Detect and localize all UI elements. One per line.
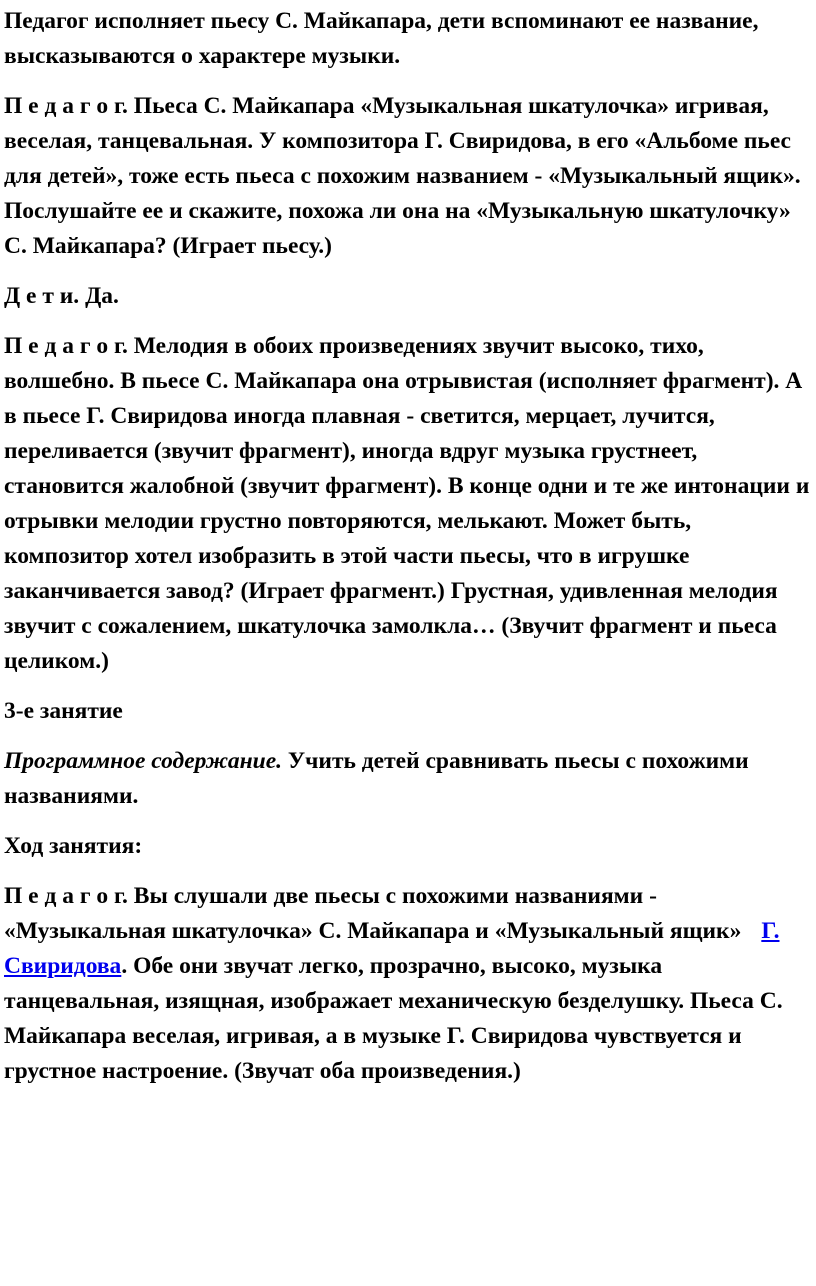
paragraph-teacher-2-text: Мелодия в обоих произведениях звучит высоко, тихо, волшебно. В пьесе С. Майкапара она отрывистая (исполняет фрагмент). А в пьесе Г. Свиридова иногда плавная - светится, мерцает, лучится, переливается (звучит фрагмент), иногда вдруг музыка грустнеет, становится жалобной (звучит фрагмент). В конце одни и те же интонации и отрывки мелодии грустно повторяются, мелькают. Может быть, композитор хотел изобразить в этой части пьесы, что в игрушке заканчивается завод? (Играет фрагмент.) Грустная, удивленная мелодия звучит с сожалением, шкатулочка замолкла… (Звучит фрагмент и пьеса целиком.)	[4, 333, 810, 674]
speaker-teacher: П е д а г о г.	[4, 333, 128, 359]
paragraph-teacher-3	[4, 879, 812, 1089]
composer-link[interactable]: Г. Свиридова	[4, 918, 780, 979]
lesson-heading-text: 3-е занятие	[4, 698, 123, 724]
paragraph-children	[4, 279, 812, 314]
program-content-text: Учить детей сравнивать пьесы с похожими названиями.	[4, 748, 749, 809]
paragraph-children-text: Да.	[79, 283, 119, 309]
program-content-label: Программное содержание.	[4, 748, 283, 774]
paragraph-teacher-2	[4, 329, 812, 679]
paragraph-program-content	[4, 744, 812, 814]
paragraph-intro	[4, 4, 812, 74]
paragraph-teacher-1-text: Пьеса С. Майкапара «Музыкальная шкатулочка» игривая, веселая, танцевальная. У композитора Г. Свиридова, в его «Альбоме пьес для детей», тоже есть пьеса с похожим названием - «Музыкальный ящик». Послушайте ее и скажите, похожа ли она на «Музыкальную шкатулочку» С. Майкапара? (Играет пьесу.)	[4, 93, 801, 259]
paragraph-teacher-3-text-after: . Обе они звучат легко, прозрачно, высоко, музыка танцевальная, изящная, изображает механическую безделушку. Пьеса С. Майкапара веселая, игривая, а в музыке Г. Свиридова чувствуется и грустное настроение. (Звучат оба произведения.)	[4, 953, 783, 1084]
paragraph-teacher-3-text-before: Вы слушали две пьесы с похожими названиями - «Музыкальная шкатулочка» С. Майкапара и «Музыкальный ящик»	[4, 883, 742, 944]
lesson-progress-heading	[4, 829, 812, 864]
paragraph-intro-text: Педагог исполняет пьесу С. Майкапара, дети вспоминают ее название, высказываются о характере музыки.	[4, 8, 759, 69]
speaker-teacher: П е д а г о г.	[4, 93, 128, 119]
speaker-teacher: П е д а г о г.	[4, 883, 128, 909]
lesson-heading	[4, 694, 812, 729]
paragraph-teacher-1	[4, 89, 812, 264]
lesson-progress-heading-text: Ход занятия:	[4, 833, 143, 859]
speaker-children: Д е т и.	[4, 283, 80, 309]
